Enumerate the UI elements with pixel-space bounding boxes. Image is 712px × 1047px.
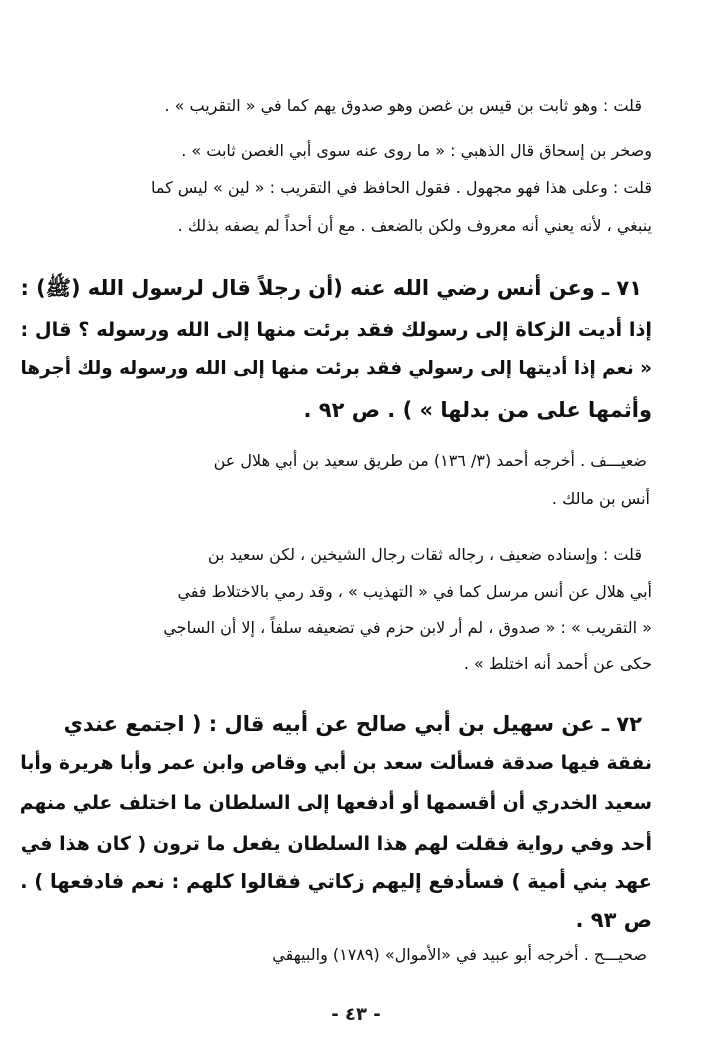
grading-line: ضعيـــف . أخرجه أحمد (٣/ ١٣٦) من طريق سعيد بن أبي هلال عن <box>213 451 647 470</box>
hadith-text: « نعم إذا أديتها إلى رسولي فقد برئت منها إلى الله ورسوله ولك أجرها <box>20 358 652 379</box>
hadith-text: وأثمها على من بدلها » ) . ص ٩٢ . <box>303 398 652 422</box>
hadith-text: ص ٩٣ . <box>575 908 652 932</box>
hadith-heading: ٧١ ـ وعن أنس رضي الله عنه (أن رجلاً قال لرسول الله (ﷺ) : <box>20 276 642 300</box>
text-line: أنس بن مالك . <box>551 489 650 508</box>
text-line: أبي هلال عن أنس مرسل كما في « التهذيب » ، وقد رمي بالاختلاط ففي <box>177 582 652 601</box>
hadith-heading: ٧٢ ـ عن سهيل بن أبي صالح عن أبيه قال : ( اجتمع عندي <box>63 712 642 736</box>
page-number: - ٤٣ - <box>331 1004 381 1025</box>
hadith-text: سعيد الخدري أن أقسمها أو أدفعها إلى السلطان ما اختلف علي منهم <box>19 793 652 814</box>
text-line: حكى عن أحمد أنه اختلط » . <box>463 654 652 673</box>
hadith-text: عهد بني أمية ) فسأدفع إليهم زكاتي فقالوا كلهم : نعم فادفعها ) . <box>20 870 652 893</box>
hadith-text: أحد وفي رواية فقلت لهم هذا السلطان يفعل ما ترون ( كان هذا في <box>20 833 652 855</box>
text-line: وصخر بن إسحاق قال الذهبي : « ما روى عنه سوى أبي الغصن ثابت » . <box>181 141 652 160</box>
text-line: قلت : وإسناده ضعيف ، رجاله ثقات رجال الشيخين ، لكن سعيد بن <box>207 545 642 564</box>
text-line: « التقريب » : « صدوق ، لم أر لابن حزم في تضعيفه سلفاً ، إلا أن الساجي <box>163 618 652 637</box>
text-line: قلت : وعلى هذا فهو مجهول . فقول الحافظ في التقريب : « لين » ليس كما <box>150 178 652 197</box>
text-line: قلت : وهو ثابت بن قيس بن غصن وهو صدوق يهم كما في « التقريب » . <box>164 96 642 115</box>
hadith-text: إذا أديت الزكاة إلى رسولك فقد برئت منها إلى الله ورسوله ؟ قال : <box>20 318 652 341</box>
hadith-text: نفقة فيها صدقة فسألت سعد بن أبي وقاص وابن عمر وأبا هريرة وأبا <box>20 753 652 774</box>
text-line: ينبغي ، لأنه يعني أنه معروف ولكن بالضعف . مع أن أحداً لم يصفه بذلك . <box>177 216 652 235</box>
grading-line: صحيـــح . أخرجه أبو عبيد في «الأموال» (١٧٨٩) والبيهقي <box>272 945 647 964</box>
